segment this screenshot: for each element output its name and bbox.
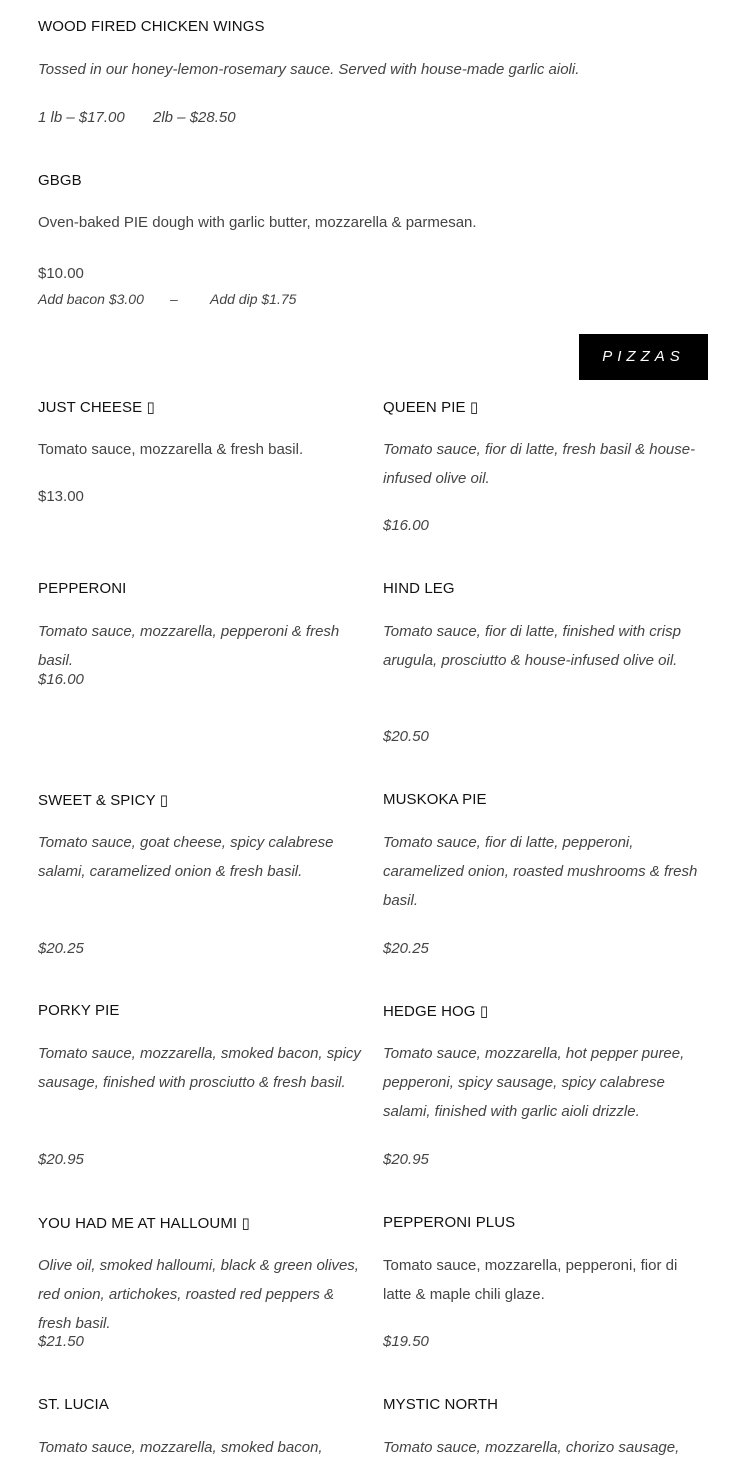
- pizza-description: Tomato sauce, mozzarella, pepperoni, fior di latte & maple chili glaze.: [383, 1257, 678, 1303]
- pizza-title: MUSKOKA PIE: [383, 791, 487, 808]
- pizza-price: $20.95: [38, 1151, 84, 1168]
- wings-title: WOOD FIRED CHICKEN WINGS: [38, 18, 265, 35]
- pizza-title: HEDGE HOG ▯: [383, 1003, 489, 1020]
- pizza-price: $20.25: [38, 940, 84, 957]
- wings-price-1lb: 1 lb – $17.00: [38, 109, 125, 126]
- pizza-title: ST. LUCIA: [38, 1396, 109, 1413]
- pizza-description: Tomato sauce, fior di latte, fresh basil & house-infused olive oil.: [383, 441, 696, 487]
- pizza-description: Tomato sauce, mozzarella, chorizo sausage,: [383, 1439, 680, 1456]
- pizza-title: PEPPERONI PLUS: [383, 1214, 516, 1231]
- pizza-title: PEPPERONI: [38, 580, 127, 597]
- pizza-description: Olive oil, smoked halloumi, black & green olives, red onion, artichokes, roasted red peppers & fresh basil.: [38, 1257, 359, 1332]
- pizza-description: Tomato sauce, goat cheese, spicy calabrese salami, caramelized onion & fresh basil.: [38, 834, 334, 880]
- pizza-description: Tomato sauce, mozzarella & fresh basil.: [38, 441, 304, 458]
- pizza-description: Tomato sauce, fior di latte, finished with crisp arugula, prosciutto & house-infused olive oil.: [383, 623, 681, 669]
- pizza-price: $20.95: [383, 1151, 429, 1168]
- pizza-price: $20.25: [383, 940, 429, 957]
- pizza-price: $19.50: [383, 1333, 429, 1350]
- pizza-price: $20.50: [383, 728, 429, 745]
- pizza-description: Tomato sauce, mozzarella, hot pepper puree, pepperoni, spicy sausage, spicy calabrese salami, finished with garlic aioli drizzle.: [383, 1045, 685, 1120]
- pizza-title: QUEEN PIE ▯: [383, 399, 479, 416]
- pizza-description: Tomato sauce, mozzarella, smoked bacon,: [38, 1439, 323, 1456]
- pizza-price: $13.00: [38, 488, 84, 505]
- pizza-price: $16.00: [38, 671, 84, 688]
- pizza-title: MYSTIC NORTH: [383, 1396, 499, 1413]
- pizzas-section-button[interactable]: PIZZAS: [579, 334, 708, 380]
- pizza-title: JUST CHEESE ▯: [38, 399, 155, 416]
- pizza-title: SWEET & SPICY ▯: [38, 792, 169, 809]
- wings-price-2lb: 2lb – $28.50: [153, 109, 236, 126]
- gbgb-addon-dip: Add dip $1.75: [210, 291, 297, 307]
- wings-description: Tossed in our honey-lemon-rosemary sauce. Served with house-made garlic aioli.: [38, 61, 580, 78]
- gbgb-addon-separator: –: [170, 291, 178, 307]
- gbgb-addon-bacon: Add bacon $3.00: [38, 291, 144, 307]
- pizza-title: YOU HAD ME AT HALLOUMI ▯: [38, 1215, 250, 1232]
- gbgb-title: GBGB: [38, 172, 82, 189]
- pizza-price: $16.00: [383, 517, 429, 534]
- pizza-price: $21.50: [38, 1333, 84, 1350]
- pizza-title: PORKY PIE: [38, 1002, 120, 1019]
- pizza-description: Tomato sauce, mozzarella, pepperoni & fresh basil.: [38, 623, 340, 669]
- pizza-description: Tomato sauce, mozzarella, smoked bacon, spicy sausage, finished with prosciutto & fresh basil.: [38, 1045, 361, 1091]
- gbgb-price: $10.00: [38, 265, 84, 282]
- pizza-title: HIND LEG: [383, 580, 455, 597]
- pizza-description: Tomato sauce, fior di latte, pepperoni, caramelized onion, roasted mushrooms & fresh basil.: [383, 834, 698, 909]
- gbgb-description: Oven-baked PIE dough with garlic butter, mozzarella & parmesan.: [38, 214, 477, 231]
